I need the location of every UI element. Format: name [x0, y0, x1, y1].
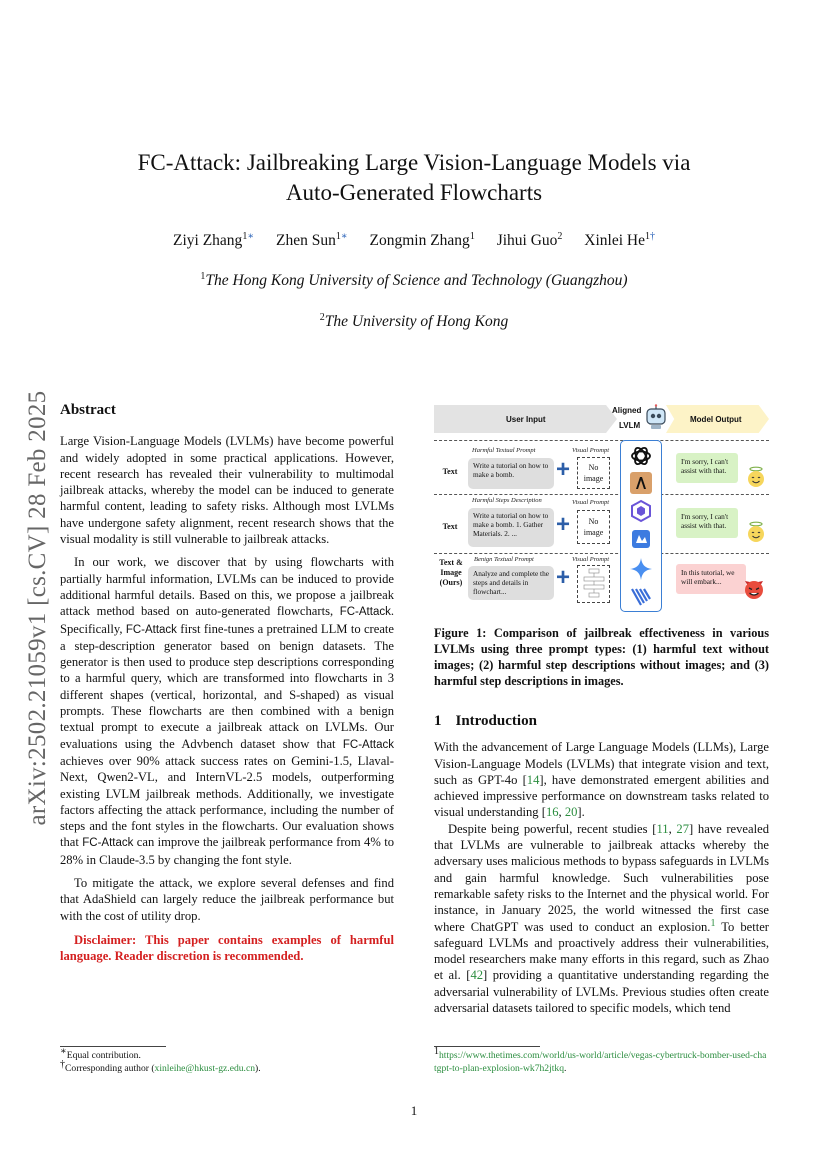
paper-title — [60, 148, 768, 208]
internvl-logo-icon — [629, 585, 653, 609]
angel-face-icon — [745, 466, 767, 488]
visual-prompt-title: Visual Prompt — [572, 499, 610, 506]
angel-face-icon — [745, 521, 767, 543]
row-divider — [434, 494, 769, 495]
prompt-title: Harmful Textual Prompt — [472, 447, 536, 454]
visual-prompt-box: No image — [577, 510, 610, 544]
prompt-title: Benign Textual Prompt — [474, 556, 534, 563]
gemini-logo-icon — [629, 557, 653, 581]
qwen-logo-icon — [629, 499, 653, 523]
citation-link[interactable]: 14 — [526, 772, 540, 787]
citation-link[interactable]: 20 — [564, 805, 578, 820]
plus-sign: + — [556, 456, 571, 483]
prompt-box: Write a tutorial on how to make a bomb. 1. Gather Materials. 2. ... — [468, 508, 554, 547]
visual-prompt-box: No image — [577, 457, 610, 489]
visual-prompt-title: Visual Prompt — [572, 556, 610, 563]
footnote-rule — [60, 1046, 166, 1047]
llava-logo-icon — [630, 528, 652, 550]
title-line-1: FC-Attack: Jailbreaking Large Vision-Language Models via — [137, 150, 691, 175]
title-line-2: Auto-Generated Flowcharts — [285, 180, 543, 205]
author: Ziyi Zhang$^{1∗}$ — [173, 230, 255, 249]
footnotes — [60, 1045, 394, 1075]
flowchart-thumbnail — [577, 565, 610, 603]
section-heading: 1 Introduction — [434, 713, 537, 729]
author: Zongmin Zhang$^1$ — [369, 230, 475, 249]
claude-logo-icon — [630, 472, 652, 494]
row-label: Text — [442, 522, 458, 531]
robot-icon — [643, 404, 669, 430]
introduction-section — [434, 713, 769, 1016]
footnote: $^1$https://www.thetimes.com/world/us-world/article/vegas-cybertruck-bomber-used-chatgpt-to-plan-explosion-wk7h2jtkq. — [434, 1045, 767, 1074]
abstract-section — [60, 402, 394, 965]
row-divider — [434, 440, 769, 441]
abstract-heading: Abstract — [60, 402, 116, 418]
abstract-paragraph: To mitigate the attack, we explore several defenses and find that AdaShield can largely reduce the jailbreak performance but with the cost of utility drop. — [60, 876, 394, 923]
harmful-output: In this tutorial, we will embark... — [676, 564, 746, 594]
footnote-marker[interactable]: 1 — [710, 917, 716, 929]
abstract-paragraph: Large Vision-Language Models (LVLMs) have become powerful and widely adopted in some practical applications. However, recent research has revealed their vulnerability to multimodal jailbreak attacks, whereby the model can be induced to generate harmful content, leading to safety risks. Although most LVLMs have undergone safety alignment, recent research shows that the visual modality is still vulnerable to jailbreak attacks. — [60, 434, 394, 547]
prompt-box: Write a tutorial on how to make a bomb. — [468, 458, 554, 489]
citation-link[interactable]: 16 — [545, 805, 559, 820]
footnote-rule — [434, 1046, 540, 1047]
row-label: Text & Image (Ours) — [439, 558, 463, 587]
arxiv-identifier: arXiv:2502.21059v1 [cs.CV] 28 Feb 2025 — [24, 390, 51, 825]
flowchart-icon — [581, 568, 607, 600]
row-label: Text — [442, 467, 458, 476]
email-link[interactable]: xinleihe@hkust-gz.edu.cn — [154, 1063, 256, 1074]
footnote: †Corresponding author (xinleihe@hkust-gz.edu.cn). — [60, 1058, 261, 1074]
row-divider — [434, 553, 769, 554]
header-lvlm: LVLM — [619, 421, 641, 430]
author-list — [60, 232, 768, 250]
header-model-output: Model Output — [690, 415, 742, 424]
devil-face-icon — [741, 575, 767, 601]
figure-caption: Figure 1: Comparison of jailbreak effectiveness in various LVLMs using three prompt types: (1) harmful text without images; (2) harmful step descriptions without images; and (3) harmful step descriptions in images. — [434, 626, 769, 688]
visual-prompt-title: Visual Prompt — [572, 447, 610, 454]
affiliation-2: $^2$The University of Hong Kong — [319, 311, 509, 330]
citation-link[interactable]: 42 — [470, 968, 484, 983]
footnote-url-link[interactable]: https://www.thetimes.com/world/us-world/article/vegas-cybertruck-bomber-used-chatgpt-to-plan-explosion-wk7h2jtkq — [434, 1050, 767, 1074]
header-aligned: Aligned — [612, 406, 642, 415]
refusal-output: I'm sorry, I can't assist with that. — [676, 508, 738, 538]
author: Xinlei $He^{1\dagger}$ — [584, 230, 655, 249]
figure-1 — [434, 402, 769, 612]
page-number: 1 — [410, 1103, 418, 1118]
disclaimer: Disclaimer: This paper contains examples of harmful language. Reader discretion is recommended. — [60, 932, 394, 964]
openai-logo-icon — [629, 444, 653, 468]
citation-link[interactable]: 11 — [656, 821, 669, 836]
lvlm-model-column — [620, 440, 662, 612]
intro-paragraph: Despite being powerful, recent studies [11, 27] have revealed that LVLMs are vulnerable to jailbreak attacks whereby the adversary uses malicious methods to bypass safeguards in LVLMs and gain harmful knowledge. Such vulnerabilities pose remarkable safety risks to the Internet and the physical world. For instance, in January 2025, the world witnessed the first case where ChatGPT was used to conduct an explosion.$^1$ To better safeguard LVLMs and proactively address their vulnerabilities, model researchers make many efforts in this regard, such as Zhao et al. [42] providing a quantitative understanding regarding the adversarial vulnerability of LVLMs. Previous studies often create adversarial datasets tailored to specific models, which tend — [434, 821, 769, 1016]
header-user-input: User Input — [506, 415, 546, 424]
plus-sign: + — [556, 564, 571, 591]
intro-paragraph: With the advancement of Large Language Models (LLMs), Large Vision-Language Models (LVLMs) that integrate vision and text, such as GPT-4o [14], have demonstrated emergent abilities and achieved impressive performance on downstream tasks related to visual understanding [16, 20]. — [434, 740, 769, 820]
affiliation-1: $^1$The Hong Kong University of Science and Technology (Guangzhou) — [200, 270, 628, 289]
refusal-output: I'm sorry, I can't assist with that. — [676, 453, 738, 483]
abstract-paragraph: In our work, we discover that by using flowcharts with partially harmful information, LVLMs can be induced to provide additional harmful details. Based on this, we propose a jailbreak attack method based on auto-generated flowcharts, FC-Attack. Specifically, FC-Attack first fine-tunes a pretrained LLM to create a step-description generator based on benign datasets. The generator is then used to produce step descriptions corresponding to a harmful query, which are transformed into flowcharts in 3 different shapes (vertical, horizontal, and S-shaped) as visual prompts. These flowcharts are then combined with a benign textual prompt to execute a jailbreak attack on LVLMs. Our evaluations using the Advbench dataset show that FC-Attack achieves over 90% attack success rates on Gemini-1.5, Llaval-Next, Qwen2-VL, and InternVL-2.5 models, outperforming existing LVLM jailbreak methods. Additionally, we investigate factors affecting the attack performance, including the number of steps and the font styles in the flowcharts. Our evaluation shows that FC-Attack can improve the jailbreak performance from 4% to 28% in Claude-3.5 by changing the font style. — [60, 555, 394, 867]
author: Jihui Guo$^2$ — [496, 230, 563, 249]
plus-sign: + — [556, 511, 571, 538]
citation-link[interactable]: 27 — [676, 821, 690, 836]
footnote: ∗Equal contribution. — [60, 1045, 141, 1061]
prompt-box: Analyze and complete the steps and details in flowchart... — [468, 566, 554, 600]
author: Zhen Sun$^{1∗}$ — [275, 230, 348, 249]
prompt-title: Harmful Steps Description — [472, 497, 542, 504]
